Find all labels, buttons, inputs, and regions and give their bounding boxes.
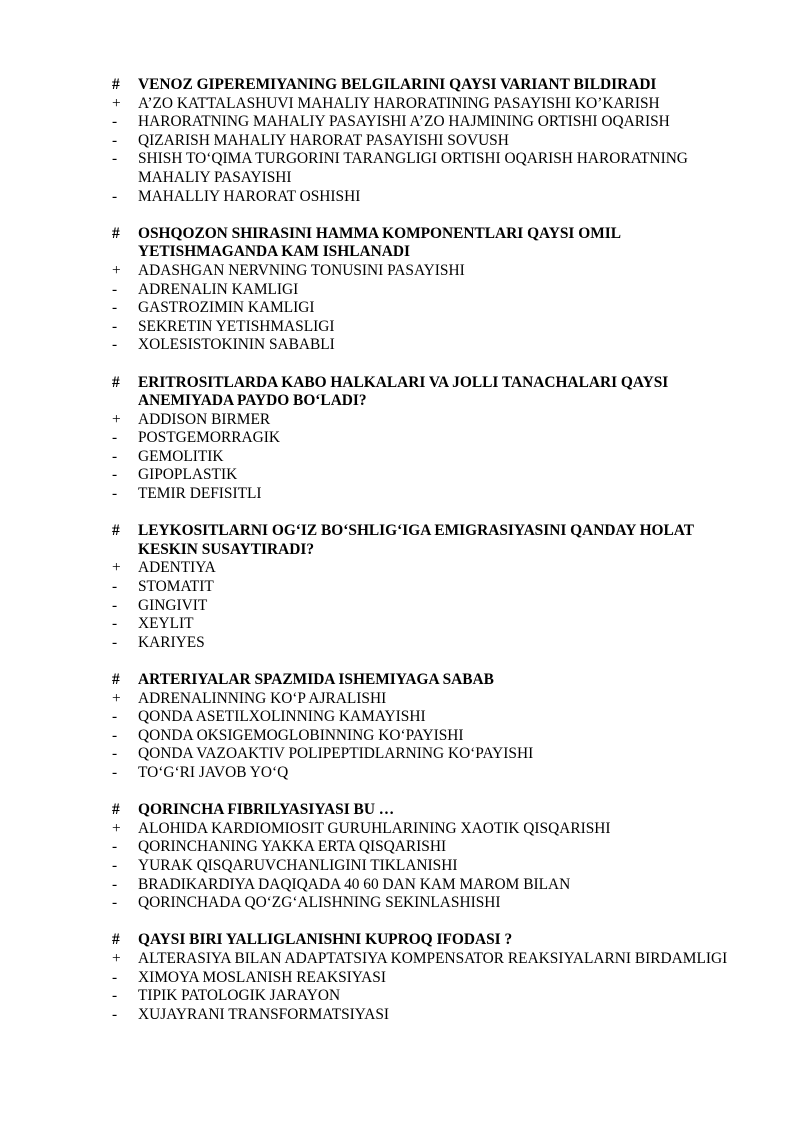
option-marker: -: [112, 1005, 118, 1023]
answer-option: [112, 690, 742, 709]
question-block: [112, 801, 742, 913]
option-text: HARORATNING MAHALIY PASAYISHI A’ZO HAJMINING ORTISHI OQARISH: [138, 113, 670, 131]
answer-option: [112, 132, 742, 151]
option-marker: -: [112, 968, 118, 986]
option-text: TIPIK PATOLOGIK JARAYON: [138, 987, 341, 1005]
option-marker: -: [112, 280, 118, 298]
option-text: GIPOPLASTIK: [138, 466, 238, 484]
option-text: QONDA OKSIGEMOGLOBINNING KO‘PAYISHI: [138, 726, 464, 744]
question-marker: #: [112, 522, 120, 540]
option-marker: -: [112, 485, 118, 503]
answer-option: [112, 95, 742, 114]
option-marker: -: [112, 131, 118, 149]
option-marker: -: [112, 875, 118, 893]
question-marker: #: [112, 224, 120, 242]
option-text: QONDA VAZOAKTIV POLIPEPTIDLARNING KO‘PAYISHI: [138, 745, 534, 763]
option-text: ADRENALINNING KO‘P AJRALISHI: [138, 689, 387, 707]
option-marker: -: [112, 187, 118, 205]
option-marker: +: [112, 559, 121, 577]
option-text: ADENTIYA: [138, 559, 216, 577]
option-text: ADDISON BIRMER: [138, 410, 271, 428]
option-text: XOLESISTOKININ SABABLI: [138, 336, 335, 354]
answer-option: [112, 150, 742, 187]
answer-option: [112, 876, 742, 895]
option-marker: -: [112, 633, 118, 651]
option-text: BRADIKARDIYA DAQIQADA 40 60 DAN KAM MAROM BILAN: [138, 875, 571, 893]
option-text: GINGIVIT: [138, 596, 208, 614]
question-marker: #: [112, 671, 120, 688]
question-text: VENOZ GIPEREMIYANING BELGILARINI QAYSI VARIANT BILDIRADI: [138, 76, 657, 93]
answer-option: [112, 262, 742, 281]
answer-option: [112, 838, 742, 857]
option-marker: -: [112, 150, 118, 168]
question-line: [112, 374, 742, 411]
option-text: A’ZO KATTALASHUVI MAHALIY HARORATINING PASAYISHI KO’KARISH: [138, 94, 660, 112]
answer-option: [112, 578, 742, 597]
question-text: QAYSI BIRI YALLIGLANISHNI KUPROQ IFODASI ?: [138, 931, 513, 949]
answer-option: [112, 429, 742, 448]
option-marker: -: [112, 987, 118, 1005]
answer-option: [112, 485, 742, 504]
question-line: [112, 671, 742, 690]
option-text: XUJAYRANI TRANSFORMATSIYASI: [138, 1005, 390, 1023]
option-text: STOMATIT: [138, 578, 214, 596]
option-text: ALOHIDA KARDIOMIOSIT GURUHLARINING XAOTIK QISQARISHI: [138, 819, 611, 837]
answer-option: [112, 857, 742, 876]
question-text: QORINCHA FIBRILYASIYASI BU …: [138, 801, 395, 819]
option-marker: -: [112, 429, 118, 447]
option-marker: -: [112, 299, 118, 317]
option-text: XEYLIT: [138, 615, 194, 633]
question-marker: #: [112, 373, 120, 391]
question-block: [112, 522, 742, 652]
option-marker: +: [112, 261, 121, 279]
option-text: TEMIR DEFISITLI: [138, 485, 262, 503]
answer-option: [112, 448, 742, 467]
option-text: QORINCHANING YAKKA ERTA QISQARISHI: [138, 838, 447, 856]
option-text: POSTGEMORRAGIK: [138, 429, 280, 447]
option-marker: -: [112, 763, 118, 781]
option-text: MAHALLIY HARORAT OSHISHI: [138, 187, 361, 205]
answer-option: [112, 113, 742, 132]
option-text: ALTERASIYA BILAN ADAPTATSIYA KOMPENSATOR REAKSIYALARNI BIRDAMLIGI: [138, 949, 728, 967]
option-text: QORINCHADA QO‘ZG‘ALISHNING SEKINLASHISHI: [138, 894, 501, 912]
option-text: ADASHGAN NERVNING TONUSINI PASAYISHI: [138, 261, 465, 279]
option-marker: +: [112, 949, 121, 967]
option-marker: -: [112, 596, 118, 614]
question-block: [112, 225, 742, 355]
option-text: QONDA ASETILXOLINNING KAMAYISHI: [138, 708, 426, 726]
answer-option: [112, 950, 742, 969]
answer-option: [112, 634, 742, 653]
question-text: ARTERIYALAR SPAZMIDA ISHEMIYAGA SABAB: [138, 671, 494, 688]
option-text: GASTROZIMIN KAMLIGI: [138, 299, 315, 317]
option-marker: -: [112, 466, 118, 484]
question-marker: #: [112, 801, 120, 819]
option-text: SEKRETIN YETISHMASLIGI: [138, 317, 335, 335]
option-marker: -: [112, 336, 118, 354]
answer-option: [112, 559, 742, 578]
answer-option: [112, 745, 742, 764]
answer-option: [112, 318, 742, 337]
option-marker: +: [112, 689, 121, 707]
answer-option: [112, 281, 742, 300]
answer-option: [112, 764, 742, 783]
option-text: XIMOYA MOSLANISH REAKSIYASI: [138, 968, 386, 986]
answer-option: [112, 597, 742, 616]
question-line: [112, 931, 742, 950]
option-text: ADRENALIN KAMLIGI: [138, 280, 299, 298]
answer-option: [112, 894, 742, 913]
question-block: [112, 374, 742, 504]
option-text: YURAK QISQARUVCHANLIGINI TIKLANISHI: [138, 856, 458, 874]
option-text: KARIYES: [138, 633, 205, 651]
question-text: OSHQOZON SHIRASINI HAMMA KOMPONENTLARI QAYSI OMIL YETISHMAGANDA KAM ISHLANADI: [138, 224, 621, 261]
question-marker: #: [112, 76, 120, 93]
answer-option: [112, 466, 742, 485]
option-marker: -: [112, 317, 118, 335]
question-block: [112, 671, 742, 783]
option-text: SHISH TO‘QIMA TURGORINI TARANGLIGI ORTISHI OQARISH HARORATNING MAHALIY PASAYISHI: [138, 150, 688, 186]
answer-option: [112, 708, 742, 727]
answer-option: [112, 411, 742, 430]
question-line: [112, 801, 742, 820]
option-marker: -: [112, 578, 118, 596]
question-block: [112, 931, 742, 1024]
question-line: [112, 225, 742, 262]
option-marker: -: [112, 447, 118, 465]
option-marker: -: [112, 615, 118, 633]
question-text: LEYKOSITLARNI OG‘IZ BO‘SHLIG‘IGA EMIGRASIYASINI QANDAY HOLAT KESKIN SUSAYTIRADI?: [138, 522, 694, 558]
option-text: TO‘G‘RI JAVOB YO‘Q: [138, 763, 289, 781]
option-marker: -: [112, 856, 118, 874]
document-body: [112, 76, 742, 1043]
answer-option: [112, 615, 742, 634]
option-text: GEMOLITIK: [138, 447, 224, 465]
answer-option: [112, 727, 742, 746]
answer-option: [112, 299, 742, 318]
option-marker: -: [112, 745, 118, 763]
option-marker: +: [112, 410, 121, 428]
answer-option: [112, 188, 742, 207]
option-marker: -: [112, 726, 118, 744]
option-text: QIZARISH MAHALIY HARORAT PASAYISHI SOVUSH: [138, 131, 509, 149]
answer-option: [112, 336, 742, 355]
answer-option: [112, 969, 742, 988]
question-text: ERITROSITLARDA KABO HALKALARI VA JOLLI TANACHALARI QAYSI ANEMIYADA PAYDO BO‘LADI?: [138, 373, 669, 410]
option-marker: -: [112, 708, 118, 726]
question-block: [112, 76, 742, 206]
option-marker: -: [112, 838, 118, 856]
answer-option: [112, 820, 742, 839]
question-line: [112, 76, 742, 95]
option-marker: -: [112, 894, 118, 912]
option-marker: +: [112, 94, 121, 112]
option-marker: +: [112, 819, 121, 837]
answer-option: [112, 987, 742, 1006]
answer-option: [112, 1006, 742, 1025]
question-marker: #: [112, 931, 120, 949]
option-marker: -: [112, 113, 118, 131]
question-line: [112, 522, 742, 559]
